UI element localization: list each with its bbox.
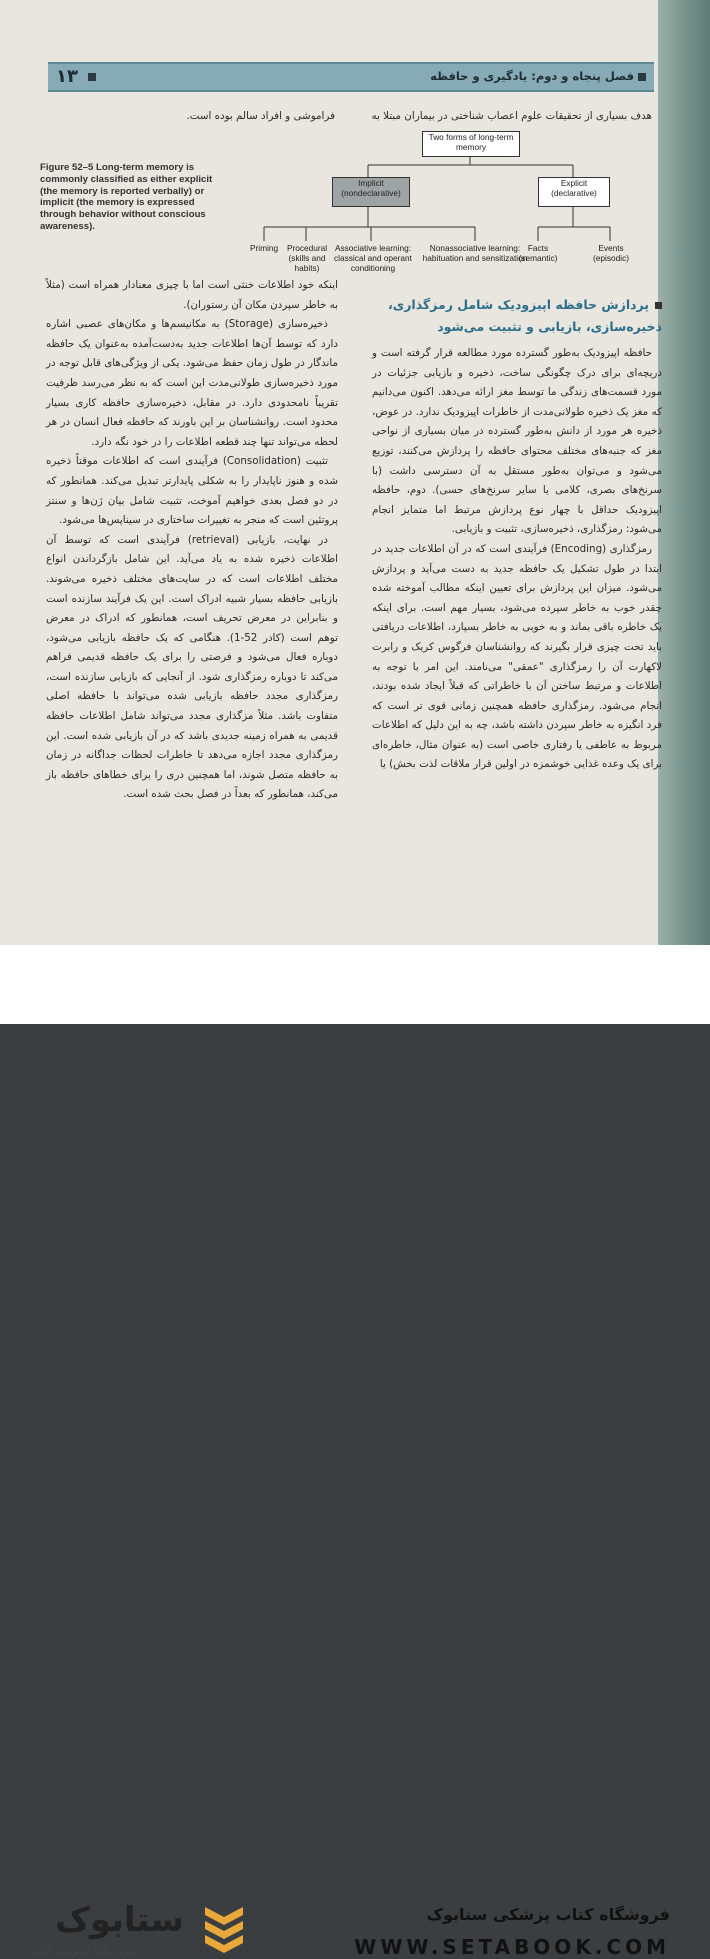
- paragraph: ذخیره‌سازی (Storage) به مکانیسم‌ها و مکان‌های عصبی اشاره دارد که توسط آن‌ها اطلاعات جدید به‌دست‌آمده به‌عنوان یک حافظه ماندگار در طول زمان حفظ می‌شود. یکی از ویژگی‌های قابل توجه در مورد ذخیره‌سازی طولانی‌مدت این است که به نظر می‌رسد ظرفیت تقریباً نامحدودی دارد. در مقابل، ذخیره‌سازی حافظه کاری بسیار محدود است. روانشناسان بر این باورند که حافظه فعال انسان در هر لحظه می‌تواند تنها چند قطعه اطلاعات را در خود نگه دارد.: [46, 318, 338, 448]
- left-column: [46, 276, 338, 805]
- paragraph: رمزگذاری (Encoding) فرآیندی است که در آن اطلاعات جدید در ابتدا در طول تشکیل یک حافظه جدید به دست می‌آید و پردازش می‌شود. میزان این پردازش برای تعیین اینکه مطالب آموخته شده چقدر خوب به خاطر سپرده می‌شود، بسیار مهم است. برای اینکه یک خاطره باقی بماند و به خوبی به خاطر بسپارد، اطلاعات دریافتی باید تحت چیزی قرار بگیرند که روانشناسان فرگوس کریک و رابرت لاکهارت آن را رمزگذاری "عمقی" می‌نامند. این امر با توجه به اطلاعات و مرتبط ساختن آن با خاطراتی که قبلاً ایجاد شده بودند، انجام می‌شود. رمزگذاری حافظه همچنین زمانی قوی تر است که فرد انگیزه به خاطر سپردن داشته باشد، چه به این دلیل که اطلاعات مربوط به عاطفی یا رفتاری خاصی است (به عنوان مثال، خاطره‌ای برای یک وعده غذایی خوشمزه در اولین قرار ملاقات لذت بخش) یا: [372, 542, 662, 771]
- book-spine: [658, 0, 710, 945]
- right-column: [372, 344, 662, 775]
- store-url[interactable]: WWW.SETABOOK.COM: [354, 1935, 670, 1959]
- leaf-priming: Priming: [249, 243, 279, 253]
- section-heading: [372, 294, 662, 338]
- figure-caption: Figure 52–5 Long-term memory is commonly classified as either explicit (the memory is reported verbally) or implicit (the memory is expressed through behavior without conscious awareness).: [40, 162, 213, 232]
- implicit-node: Implicit (nondeclarative): [332, 177, 410, 207]
- intro-left-line: فراموشی و افراد سالم بوده است.: [186, 110, 335, 122]
- book-page: [0, 0, 710, 945]
- bullet-square-icon: [655, 302, 662, 309]
- memory-diagram: [238, 125, 658, 275]
- intro-right-line: هدف بسیاری از تحقیقات علوم اعصاب شناختی در بیماران مبتلا به: [371, 110, 652, 122]
- leaf-associative: Associative learning: classical and operant conditioning: [334, 243, 412, 273]
- store-logo: ستابوک: [55, 1900, 184, 1940]
- paragraph: در نهایت، بازیابی (retrieval) فرآیندی است که توسط آن اطلاعات ذخیره شده به یاد می‌آید. این شامل بازگرداندن انواع مختلف اطلاعات است که در سایت‌های مختلف ذخیره می‌شوند. بازیابی حافظه بسیار شبیه ادراک است. این یک فرآیند سازنده است و بنابراین در معرض تحریف است، همانطور که ادراک در معرض توهم است (کادر 52-1). هنگامی که یک حافظه بازیابی می‌شود، دوباره فعال می‌شود و فرصتی را برای یک حافظه قدیمی فراهم می‌کند تا دوباره رمزگذاری شود. از آنجایی که بازیابی سازنده است، رمزگذاری مجدد حافظه بازیابی شده می‌تواند با حافظه اصلی متفاوت باشد. مثلاً مزگذاری مجدد می‌تواند شامل اطلاعات حافظه قدیمی به همراه زمینه جدیدی باشد که در آن بازیابی شده است. این رمزگذاری مجدد اجازه می‌دهد تا خاطرات لحظات جداگانه در زمان به حافظه متصل شوند، اما همچنین دری را برای خطاهای حافظه باز می‌کند، همانطور که بعداً در فصل بحث شده است.: [46, 533, 338, 801]
- chapter-title: فصل پنجاه و دوم: یادگیری و حافظه: [430, 69, 634, 83]
- paragraph: اینکه خود اطلاعات خنثی است اما با چیزی معنادار همراه است (مثلاً به خاطر سپردن مکان آن رستوران).: [46, 279, 338, 311]
- leaf-facts: Facts (semantic): [518, 243, 558, 263]
- explicit-node: Explicit (declarative): [538, 177, 610, 207]
- store-footer: [0, 945, 710, 1959]
- leaf-events: Events (episodic): [593, 243, 629, 263]
- header-square-icon: [88, 73, 96, 81]
- root-node: Two forms of long-term memory: [422, 131, 520, 157]
- paragraph: حافظه اپیزودیک به‌طور گسترده مورد مطالعه قرار گرفته است و دریچه‌ای برای درک چگونگی ساخت، ذخیره و بازیابی جزئیات در مورد قسمت‌های زندگی ما توسط مغز ارائه می‌دهد. اکنون می‌دانیم که مغز یک ذخیره طولانی‌مدت از خاطرات اپیزودیک ندارد. در عوض، ذخیره هر مورد از دانش به‌طور گسترده در میان بسیاری از نواحی مغز که جنبه‌های مختلف محتوای حافظه را پردازش می‌کنند، توزیع می‌شود و می‌توان به‌طور مستقل به آن دسترسی داشت (با سرنخ‌های بصری، کلامی یا سایر سرنخ‌های حسی). دوم، حافظه اپیزودیک حداقل با چهار نوع پردازش مرتبط اما متمایز انجام می‌شود: رمزگذاری، ذخیره‌سازی، تثبیت و بازیابی.: [372, 347, 662, 536]
- page-number: ۱۳: [56, 66, 78, 87]
- chevron-logo-icon: [205, 1907, 243, 1959]
- leaf-nonassociative: Nonassociative learning: habituation and sensitization: [422, 243, 528, 263]
- paragraph: تثبیت (Consolidation) فرآیندی است که اطلاعات موقتاً ذخیره شده و هنوز ناپایدار را به شکلی پایدارتر تبدیل می‌کند. همانطور که در دو فصل بعدی خواهیم آموخت، تثبیت شامل بیان ژن‌ها و سنتز پروتئین است که منجر به تغییرات ساختاری در سیناپس‌ها می‌شود.: [46, 455, 338, 527]
- section-heading-line2: ذخیره‌سازی، بازیابی و تثبیت می‌شود: [437, 319, 662, 334]
- header-square-icon: [638, 73, 646, 81]
- store-name: فروشگاه کتاب پزشکی ستابوک: [426, 1905, 670, 1924]
- section-heading-line1: پردازش حافظه اپیزودیک شامل رمزگذاری،: [388, 297, 649, 312]
- store-logo-subtitle: فروشگاه اینترنتی کتاب: [30, 1945, 135, 1958]
- chapter-header: [48, 62, 654, 92]
- leaf-procedural: Procedural (skills and habits): [286, 243, 328, 273]
